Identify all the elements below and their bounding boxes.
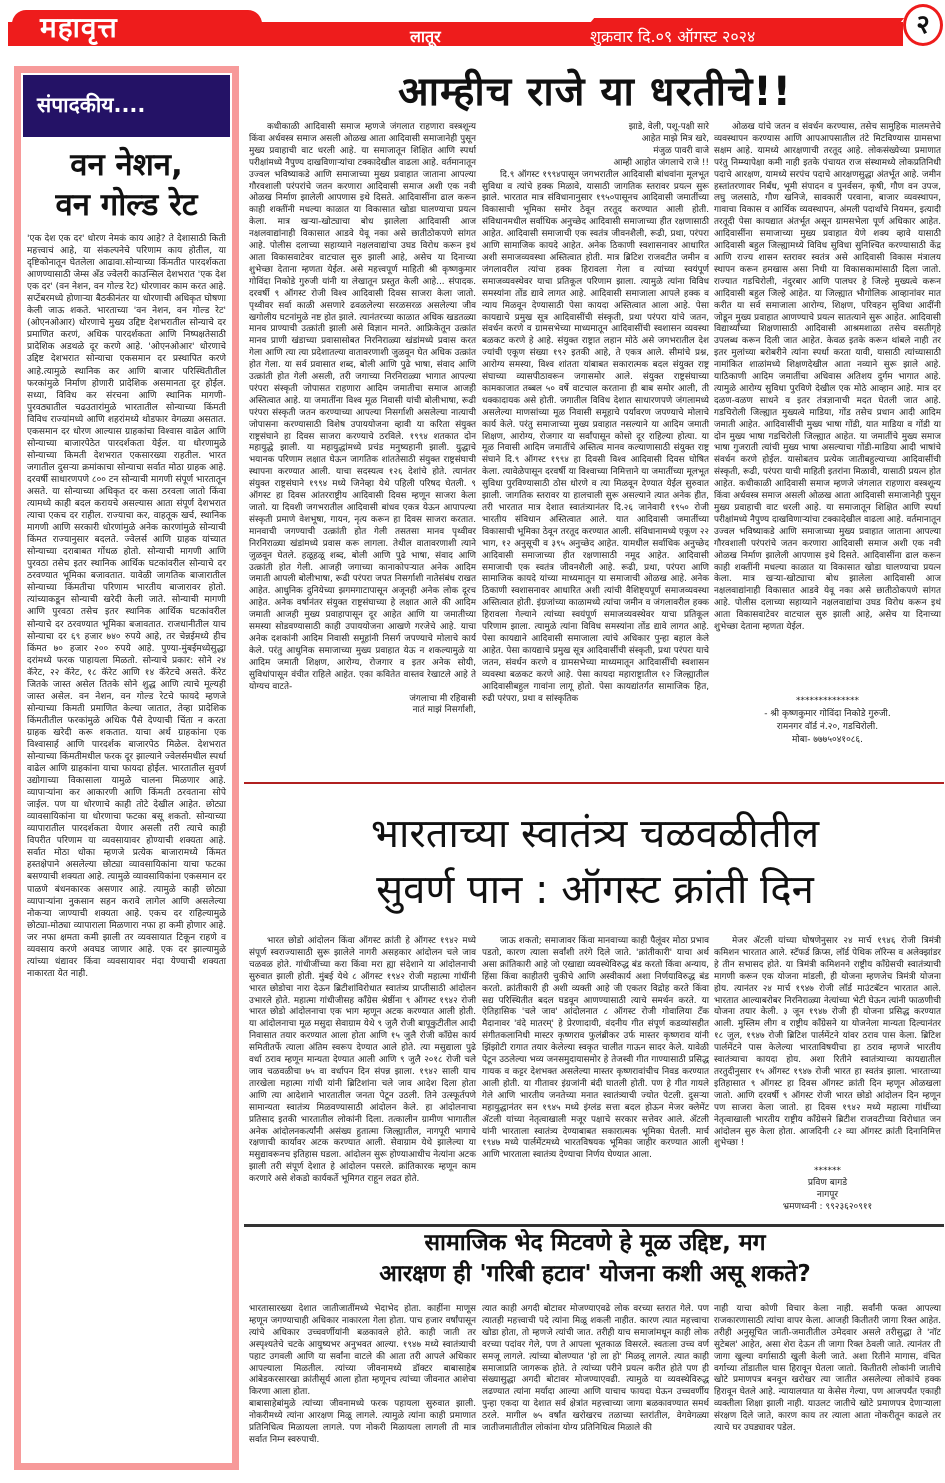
- article2-column3: [714, 936, 941, 1149]
- article3-column1: [249, 1304, 476, 1464]
- signature-city: नागपूर: [816, 1190, 839, 1200]
- signature-stars: **************: [796, 696, 859, 706]
- article3-headline: [245, 1228, 945, 1290]
- article2-column1: [249, 936, 476, 1224]
- article3-column3: [714, 1304, 941, 1464]
- newspaper-name: महावृत्त: [40, 11, 118, 44]
- article2-signature: [714, 1165, 941, 1213]
- masthead: [0, 0, 945, 48]
- article1-poem-line: मंजुळ पावरी वाजे: [653, 145, 709, 156]
- article3-headline-line2: आरक्षण ही 'गरिबी हटाव' योजना कशी असू शकते?: [379, 1261, 811, 1287]
- article1-column2: [482, 122, 709, 782]
- signature-phone: मोबा- ७७७५०४१०८६.: [792, 735, 863, 745]
- editorial-banner: संपादकीय....: [23, 75, 230, 137]
- issue-date: शुक्रवार दि.०९ ऑगस्ट २०२४: [590, 27, 756, 46]
- article1-col1-text: कधीकाळी आदिवासी समाज म्हणजे जंगलात राहणारा वस्त्रशून्य किंवा अर्धवस्त्र समाज असली ओळख आता आदिवासी समाजानेही पुसून मुख्य प्रवाहाची वाट धरली आहे. या समाजातून शिक्षित आणि स्पर्धा परीक्षांमध्ये नैपुण्य दाखविणाऱ्यांचा टक्कादेखील वाढला आहे. वर्तमानातून उज्वल भविष्याकडे आणि समाजाच्या मुख्य प्रवाहात जाताना आपल्या गौरवशाली परंपरांचे जतन करणारा आदिवासी समाज अशी एक नवी ओळख निर्माण झालेली आपणास इथे दिसते. आदिवासींना ढाल करून काही शक्तींनी मधल्या काळात या विकासात खोडा घालण्याचा प्रयत्न केला. मात्र खऱ्या-खोट्याचा बोध झालेला आदिवासी आज नक्षलवाद्यांनाही विकासात आडवे येवू नका असे छातीठोकपणे सांगत आहे. पोलीस दलाच्या सहाय्याने नक्षलवाद्यांचा उघड विरोध करून इथं आता विकासवाटेवर वाटचाल सुरु झाली आहे, असेच या दिनाच्या शुभेच्छा देताना म्हणता येईल. असे महत्त्वपूर्ण माहिती श्री कृष्णकुमार गोविंदा निकोडे गुरुजी यांनी या लेखातून प्रस्तुत केली आहे... संपादक. दरवर्षी ९ ऑगस्ट रोजी विश्व आदिवासी दिवस साजरा केला जातो. पृथ्वीवर सर्वा काळी असणारे ढवळलेल्या सरळसरळ असलेल्या जीव खगोलीय घटनांमुळे नष्ट होत झाले. त्यानंतरच्या काळात अधिक खडतळ्या मानव प्राण्याची उत्क्रांती झाली असे विज्ञान मानते. आफ्रिकेतून उत्क्रांत मानव प्राणी खंडाच्या प्रवासासोबत निरनिराळ्या खंडांमध्ये प्रवास करत गेला आणि त्या त्या प्रदेशातल्या वातावरणाशी जुळवून घेत अधिक उत्क्रांत होत गेला. या सर्व प्रवासात शब्द, बोली आणि पुढे भाषा, संवाद आणि उत्क्रांती होत गेली असली, तरी जगाच्या निरनिराळ्या भागात आपल्या परंपरा संस्कृती जोपासत राहणारा आदिम जमातीचा समाज आजही अस्तित्वात आहे. या जमातींना विश्व मूळ निवासी यांची बोलीभाषा, रूढी परंपरा संस्कृती जतन करण्याच्या आपल्या निसर्गाशी असलेल्या नात्याची जोपासना करण्यासाठी विशेष उपाययोजना व्हावी या करिता संयुक्त राष्ट्रसंघाने हा दिवस साजरा करण्याचे ठरविले. १९९४ शतकात दोन महायुद्धे झाली. या महायुद्धांमध्ये प्रचंड मनुष्यहानी झाली. युद्धाचे भयानक परिणाम लक्षात घेऊन जागतिक शांततेसाठी संयुक्त राष्ट्रसंघाची स्थापना करण्यात आली. याचा सदस्यत्व १२६ देशांचे होते. त्यानंतर संयुक्त राष्ट्रसंघाने १९९४ मध्ये जिनेव्हा येथे पहिली परिषद घेतली. ९ ऑगस्ट हा दिवस आंतरराष्ट्रीय आदिवासी दिवस म्हणून साजरा केला जातो. या दिवशी जगभरातील आदिवासी बांधव एकत्र येऊन आपापल्या संस्कृती प्रमाणे वेशभूषा, गायन, नृत्य करून हा दिवस साजरा करतात. मानवाची जगण्याची उत्क्रांती होत गेली तसतसा मानव पृथ्वीवर निरनिराळ्या खंडांमध्ये प्रवास करू लागला. तेथील वातावरणाशी त्याने जुळवून घेतले. हळूहळू शब्द, बोली आणि पुढे भाषा, संवाद आणि उत्क्रांती होत गेली. आजही जगाच्या कानाकोपऱ्यात अनेक आदिम जमाती आपली बोलीभाषा, रूढी परंपरा जपत निसर्गाशी नातेसंबंध राखत आहेत. आधुनिक दुनियेच्या झगमगाटापासून अजूनही अनेक लोक दूरच आहेत. अनेक वर्षानंतर संयुक्त राष्ट्रसंघाच्या हे लक्षात आले की आदिम जमाती आजही मुख्य प्रवाहापासून दूर आहेत आणि या जमातीच्या समस्या सोडवण्यासाठी काही उपाययोजना आखणे गरजेचे आहे. याचा अनेक दशकांनी आदिम निवासी समूहांनी निसर्ग जपण्याचे मोलाचे कार्य केले. परंतु आधुनिक समाजाच्या मुख्य प्रवाहात येऊ न शकल्यामुळे या आदिम जमाती शिक्षण, आरोग्य, रोजगार व इतर अनेक सोयी, सुविधांपासून वंचीत राहिले आहेत. एका कवितेत वास्तव रेखाटले आहे ते योग्यच वाटते-: [249, 122, 476, 692]
- section-divider: [244, 782, 944, 784]
- article1-signature: [714, 695, 941, 747]
- article3-col3-text: नाही याचा कोणी विचार केला नाही. सर्वांनी फक्त आपल्या राजकारणासाठी त्यांचा वापर केला. आजही कितीतरी जागा रिक्त आहेत. तरीही अनुसूचित जाती-जमातीतील उमेदवार असले तरीसुद्धा ते 'नॉट सुटेबल' आहेत, असा शेरा देऊन ती जागा रिक्त ठेवली जाते. त्यानंतर ती जागा खुल्या वर्गासाठी खुली केली जाते. अशा रितीने मागास, वंचित वर्गाच्या तोंडातील घास हिरावून घेतला जातो. कितीतरी लोकांनी जातीचे खोटे प्रमाणपत्र बनवून खरोखर त्या जातीत असलेल्या लोकांचे हक्क हिरावून घेतले आहे. न्यायालयात या केसेस गेल्या, पण आजपर्यंत एकाही व्यक्तीला शिक्षा झाली नाही. याउलट जातीचे खोटे प्रमाणपत्र देणाऱ्याला संरक्षण दिले जाते, कारण काय तर त्याला आता नोकरीतून काढले तर त्याचे घर उघड्यावर पडेल.: [714, 1304, 941, 1434]
- article3-column2: [482, 1304, 709, 1464]
- article2-col3-text: मेजर ॲटली यांच्या घोषणेनुसार २४ मार्च १९४६ रोजी त्रिमंत्री कमिशन भारतात आले. स्टॅफर्ड क्रिप्स, लॉर्ड पेथिक लॉरेन्स व अलेक्झांडर हे तीन सभासद होते. या त्रिमंत्री कमिशनने राष्ट्रीय काँग्रेसची स्वातंत्र्याची मागणी करून एक योजना मांडली, ही योजना म्हणजेच त्रिमंत्री योजना होय. त्यानंतर २४ मार्च १९४७ रोजी लॉर्ड माउंटबॅटन भारतात आले. भारतात आल्याबरोबर निरनिराळ्या नेत्यांच्या भेटी घेऊन त्यांनी फाळणीची योजना तयार केली. ३ जून १९४७ रोजी ही योजना प्रसिद्ध करण्यात आली. मुस्लिम लीग व राष्ट्रीय काँग्रेसने या योजनेला मान्यता दिल्यानंतर १८ जुल, १९४७ रोजी ब्रिटिश पार्लमेंटने यांवर ठराव पास केला. ब्रिटिश पार्लमेंटने पास केलेल्या भारताविषयीचा हा ठराव म्हणजे भारतीय स्वातंत्र्याचा कायदा होय. अशा रितीने स्वातंत्र्याच्या कायद्यातील तरतुदीनुसार १५ ऑगस्ट १९४७ रोजी भारत हा स्वतंत्र झाला. भारताच्या इतिहासात ९ ऑगस्ट हा दिवस ऑगस्ट क्रांती दिन म्हणून ओळखला जातो. आणि दरवर्षी ९ ऑगस्ट रोजी भारत छोडो आंदोलन दिन म्हणून पण साजरा केला जातो. हा दिवस १९४२ मध्ये महात्मा गांधींच्या नेतृत्वाखाली भारतीय राष्ट्रीय काँग्रेसने ब्रिटीश राजवटीच्या विरोधात जन आंदोलन सुरु केला होता. आजदिनी ८२ व्या ऑगस्ट क्रांती दिनानिमित्त शुभेच्छा !: [714, 936, 941, 1149]
- article1-headline: आम्हीच राजे या धरतीचे!!: [398, 69, 792, 115]
- article3-col2-text: त्यात काही अगदी बोटावर मोजण्याएवढे लोक वरच्या स्तरात गेले. पण त्यातही महत्त्वाची पदे त्यांना मिळू शकली नाहीत. कारण त्यात महत्त्वाचा खोडा होता, तो म्हणजे त्यांची जात. तरीही याच समाजांमधून काही लोक वरच्या पदांवर गेले, पण ते आपला भूतकाळ विसरले. स्वतःला उच्च वर्ण समजू लागले. त्यांच्या बोलण्यात 'हो ला हो' मिळवू लागले. त्यात काही समाजाप्रति जागरूक होते. ते त्यांच्या परीने प्रयत्न करीत होते पण ही संख्यासुद्धा अगदी बोटावर मोजण्याएवढी. त्यामुळे या व्यवस्थेविरुद्ध लढण्यात त्यांना मर्यादा आल्या आणि याचाच फायदा घेऊन उच्चवर्णीय पुन्हा एकदा या देशात सर्व क्षेत्रांत महत्त्वाच्या जागा बळकावण्यात समर्थ ठरले. मागील ७५ वर्षांत खरोखरच तळाच्या स्तरांतील, वेगवेगळ्या जातीजमातीतील लोकांना योग्य प्रतिनिधित्व मिळाले की: [482, 1304, 709, 1434]
- article3-headline-line1: सामाजिक भेद मिटवणे हे मूळ उद्दिष्ट, मग: [424, 1230, 766, 1256]
- article3-col1-text: भारतासारख्या देशात जातीजातींमध्ये भेदाभेद होता. काहींना माणूस म्हणून जगण्याचाही अधिकार नाकारला गेला होता. पाच हजार वर्षांपासून त्यांचे अधिकार उच्चवर्णीयांनी बळकावले होते. काही जाती तर अस्पृश्यतेचे चटके आयुष्यभर अनुभवत आल्या. १९४७ मध्ये स्वातंत्र्याची पहाट उगवली आणि या सर्वांना वाटले की आता तरी आपले अधिकार आपल्याला मिळतील. त्यांच्या जीवनामध्ये डॉक्टर बाबासाहेब आंबेडकरसारखा क्रांतीसूर्य आला होता म्हणूनच त्यांच्या जीवनात आशेचा किरणा आला होता.: [249, 1304, 476, 1398]
- article2-headline-line1: भारताच्या स्वातंत्र्य चळवळीतील: [370, 811, 820, 857]
- signature-author: - श्री कृष्णकुमार गोविंदा निकोडे गुरुजी.: [764, 709, 891, 719]
- signature-author: प्रविण बागडे: [807, 1178, 848, 1188]
- article3-col1b-text: बाबासाहेबांमुळे त्यांच्या जीवनामध्ये फरक पहायला सुरुवात झाली. नोकरीमध्ये त्यांना आरक्षण मिळू लागले. त्यामुळे त्यांना काही प्रमाणात प्रतिनिधित्व मिळायला लागले. पण नोकरी मिळायला लागली ती मात्र सर्वात निम्न स्वरुपाची.: [249, 1399, 476, 1445]
- article1-col2-text: दि.९ ऑगस्ट १९९४पासून जगभरातील आदिवासी बांधवांना मूलभूत सुविधा व त्यांचे हक्क मिळावे, यासाठी जागतिक स्तरावर प्रयत्न सुरू झाले. भारतात मात्र संविधानानुसार १९५०पासूनच आदिवासी जमातींच्या विकासाची भूमिका समोर ठेवून तरतूद करण्यात आली होती. संविधानमधील सर्वाधिक अनुच्छेद आदिवासी समाजाच्या हीत रक्षणासाठी आहेत. आदिवासी समाजाची एक स्वतंत्र जीवनशैली, रूढी, प्रथा, परंपरा आणि सामाजिक कायदे आहेत. अनेक ठिकाणी स्वशासनावर आधारित अशी समाजव्यवस्था अस्तित्वात होती. मात्र ब्रिटिश राजवटीत जमीन व जंगलावरील त्यांचा हक्क हिरावला गेला व त्यांच्या स्वयंपूर्ण समाजव्यवस्थेवर याचा प्रतिकूल परिणाम झाला. त्यामुळे त्यांना विविध समस्यांना तोंड द्यावे लागत आहे. आदिवासी समाजाला आपले हक्क व न्याय मिळवून देण्यासाठी पेसा कायदा अस्तित्वात आला आहे. पेसा कायद्याचे प्रमुख सूत्र आदिवासींची संस्कृती, प्रथा परंपरा यांचे जतन, संवर्धन करणे व ग्रामसभेच्या माध्यमातून आदिवासींची स्वशासन व्यवस्था बळकट करणे हे आहे. संयुक्त राष्ट्रात लहान मोठे असे जगभरातील देश ज्यांची एकूण संख्या १९२ इतकी आहे, ते एकत्र आले. सीमांचे प्रश्न, आरोग्य समस्या, विश्व शांतता यांबाबत सकारात्मक बदल संयुक्त राष्ट्र संघाच्या व्यासपीठावरून जगासमोर आले. संयुक्त राष्ट्रसंघाच्या कामकाजात तब्बल ५० वर्षे वाटचाल करताना ही बाब समोर आली, ती धक्कादायक असे होती. जगातील विविध देशात साधारणपणे जंगलामध्ये असलेल्या माणसांच्या मूळ निवासी समूहाचे पर्यावरण जपण्याचे मोलाचे कार्य केले. परंतु समाजाच्या मुख्य प्रवाहात नसल्याने या आदिम जमाती शिक्षण, आरोग्य, रोजगार या सर्वांपासून कोसो दूर राहिल्या होत्या. या मूळ निवासी आदिम जमातींचे अस्तित्व मानव कल्याणासाठी संयुक्त राष्ट्र संघाने दि.९ ऑगस्ट १९९४ हा दिवसी विश्व आदिवासी दिवस घोषित केला. त्यावेळेपासून दरवर्षी या विश्वाच्या निमित्ताने या जमातींच्या मूलभूत सुविधा पुरविण्यासाठी ठोस धोरणे व त्या मिळवून देण्यात येईल सुरुवात झाली. जागतिक स्तरावर या हालचाली सुरू असल्याने त्यात अनेक हीत, तरी भारतात मात्र देशात स्वातंत्र्यानंतर दि.२६ जानेवारी १९५० रोजी भारतीय संविधान अस्तित्वात आले. यात आदिवासी जमातींच्या विकासाची भूमिका ठेवून तरतूद करण्यात आली. संविधानामध्ये एकूण २२ भाग, १२ अनुसूची व ३९५ अनुच्छेद आहेत. यामधील सर्वाधिक अनुच्छेद आदिवासी समाजाच्या हीत रक्षणासाठी नमूद आहेत. आदिवासी समाजाची एक स्वतंत्र जीवनशैली आहे. रूढी, प्रथा, परंपरा आणि सामाजिक कायदे यांच्या माध्यमातून या समाजाची ओळख आहे. अनेक ठिकाणी स्वशासनावर आधारित अशी त्यांची वैशिष्ट्यपूर्ण समाजव्यवस्था अस्तित्वात होती. इंग्रजांच्या काळामध्ये त्यांचा जमीन व जंगलावरील हक्क हिरावला गेल्याने त्यांच्या स्वयंपूर्ण समाजव्यवस्थेवर याचा प्रतिकूल परिणाम झाला. त्यामुळे त्यांना विविध समस्यांना तोंड द्यावे लागत आहे. पेसा कायद्याने आदिवासी समाजाला त्यांचे अधिकार पुन्हा बहाल केले आहेत. पेसा कायद्याचे प्रमुख सूत्र आदिवासींची संस्कृती, प्रथा परंपरा याचे जतन, संवर्धन करणे व ग्रामसभेच्या माध्यमातून आदिवासींची स्वशासन व्यवस्था बळकट करणे आहे. पेसा कायदा महाराष्ट्रातील १२ जिल्ह्यातील आदिवासीबहुल गावांना लागू होतो. पेसा कायद्यांतर्गत सामाजिक हित, रुढी परंपरा, प्रथा व सांस्कृतिक: [482, 169, 709, 704]
- article2-col2-text: जाऊ शकतो; समाजावर किंवा मानवाच्या काही पैलूंवर मोठा प्रभाव पडतो, कारण त्याला सर्वांशी तरंगे दिले जाते. 'क्रांतीकारी' याचा अर्थ असा क्रांतिकारी आहे जो एखाद्या व्यवस्थेविरुद्ध बंड करतो किंवा अन्याय, हिंसा किंवा काहीतरी चुकीचे आणि अस्वीकार्य अशा निर्णयाविरुद्ध बंड करतो. क्रांतीकारी ही अशी व्यक्ती आहे जी एकतर विद्रोह करते किंवा सद्य परिस्थितीत बदल घडवून आणण्यासाठी त्याचे समर्थन करते. या ऐतिहासिक 'चले जाव' आंदोलनात ८ ऑगस्ट रोजी गोवालिया टँक मैदानावर 'वंदे मातरम्' हे प्रेरणादायी, वंदनीय गीत संपूर्ण कडव्यांसहीत संगीतकलानिधी मास्टर कृष्णराव फुलंब्रीकर उर्फ मास्तर कृष्णराव यांनी झिंझोटी रागात तयार केलेल्या स्वकृत चालीत गाऊन सादर केले. यावेळी पेटून उठलेल्या भव्य जनसमुदायासमोर हे तेजस्वी गीत गाण्यासाठी प्रसिद्ध गायक व कट्टर देशभक्त असलेल्या मास्तर कृष्णरावांचीच निवड करण्यात आली होती. या गीतावर इंग्रजांनी बंदी घातली होती. पण हे गीत गायले गेले आणि भारतीय जनतेच्या मनात स्वातंत्र्याची ज्योत पेटली. दुसऱ्या महायुद्धानंतर सन १९४५ मध्ये इंग्लंड सत्ता बदल होऊन मेजर क्लेमेंट ॲटली यांच्या नेतृत्वाखाली मजूर पक्षाचे सरकार सत्तेवर आले. ॲटली यांनी भारताला स्वातंत्र्य देण्याबाबत सकारात्मक भूमिका घेतली. मार्च १९४७ मध्ये पार्लमेंटमध्ये भारतविषयक भूमिका जाहीर करण्यात आली आणि भारताला स्वातंत्र्य देण्याचा निर्णय घेण्यात आला.: [482, 936, 709, 1161]
- article2-headline: [245, 806, 945, 918]
- section-divider: [244, 1224, 944, 1227]
- article1-col3-text: ओळख यांचे जतन व संवर्धन करण्यास, तसेच सामुहिक मालमत्तेचे व्यवस्थापन करण्यास आणि आपआपसातील तंटे मिटविण्यास ग्रामसभा सक्षम आहे. यामध्ये आरक्षणाची तरतूद आहे. लोकसंख्येच्या प्रमाणात परंतु निम्म्यापेक्षा कमी नाही इतके पंचायत राज संस्थामध्ये लोकप्रतिनिधी पदाचे आरक्षण, यामध्ये सरपंच पदाचे आरक्षणसुद्धा अंतर्भूत आहे. जमीन हस्तांतरणावर निर्बंध, भूमी संपादन व पुनर्वसन, कृषी, गौण वन उपज, लघु जलसाठे, गौण खनिजे, सावकारी परवाना, बाजार व्यवस्थापन, गावाचा विकास व आर्थिक व्यवस्थापन, अंमली पदार्थांचे नियमन, इत्यादी तरतूदी पेसा कायद्यात अंतर्भूत असून ग्रामसभेला पूर्ण अधिकार आहेत. आदिवासींना समाजाच्या मुख्य प्रवाहात येणे शक्य व्हावे यासाठी आदिवासी बहुल जिल्ह्यामध्ये विविध सुविधा सुनिश्चित करण्यासाठी केंद्र आणि राज्य शासन स्तरावर स्वतंत्र असे आदिवासी विकास मंत्रालय स्थापन करून हमखास असा निधी या विकासकामांसाठी दिला जातो. राज्यात गडचिरोली, नंदुरबार आणि पालघर हे जिल्हे मुख्यत्वे करून आदिवासी बहुल जिल्हे आहेत. या जिल्ह्यात भौगोलिक आव्हानांवर मात करीत या सर्व समाजाला आरोग्य, शिक्षण, परिवहन सुविधा आदींनी जोडून मुख्य प्रवाहात आणण्याचे प्रयत्न सातत्याने सुरू आहेत. आदिवासी विद्यार्थ्यांच्या शिक्षणासाठी आदिवासी आश्रमशाळा तसेच वसतीगृहे उपलब्ध करून दिली जात आहेत. केवळ इतके करून थांबले नाही तर इतर मुलांच्या बरोबरीने त्यांना स्पर्धा करता यावी, यासाठी त्यांच्यासाठी नामांकित शाळांमध्ये शिक्षणदेखील आता नव्याने सुरू झाले आहे. याठिकाणी आदिम जमातींचा अधिवास अतिशय दुर्गम भागात आहे. त्यामुळे आरोग्य सुविधा पुरविणे देखील एक मोठे आव्हान आहे. मात्र दर दळण-वळण साधने व इतर तंत्रज्ञानाची मदत घेतली जात आहे. गडचिरोली जिल्ह्यात मुख्यत्वे माडिया, गोंड तसेच प्रधान आदी आदिम जमाती आहेत. आदिवासींची मुख्य भाषा गोंडी, यात माडिया व गोंडी या दोन मुख्य भाषा गडचिरोली जिल्ह्यात आहेत. या जमातींचे मुख्य समाज भाषा गुजराती त्यांची मुख्य भाषा असल्याचा गोंडी-माडिया आदी भाषांचे संवर्धन करणे होईल. यासोबतच प्रत्येक जातीबहुल्याच्या आदिवासींची संस्कृती, रूढी, परंपरा याची माहिती इतरांना मिळावी, यासाठी प्रयत्न होत आहेत. कधीकाळी आदिवासी समाज म्हणजे जंगलात राहणारा वस्त्रशून्य किंवा अर्धवस्त्र समाज असली ओळख आता आदिवासी समाजानेही पुसून मुख्य प्रवाहाची वाट धरली आहे. या समाजातून शिक्षित आणि स्पर्धा परीक्षांमध्ये नैपुण्य दाखविणाऱ्यांचा टक्कादेखील वाढला आहे. वर्तमानातून उज्वल भविष्याकडे आणि समाजाच्या मुख्य प्रवाहात जाताना आपल्या गौरवशाली परंपरांचे जतन करणारा आदिवासी समाज अशी एक नवी ओळख निर्माण झालेली आपणास इथे दिसते. आदिवासींना ढाल करून काही शक्तींनी मधल्या काळात या विकासात खोडा घालण्याचा प्रयत्न केला. मात्र खऱ्या-खोट्याचा बोध झालेला आदिवासी आज नक्षलवाद्यांनाही विकासात आडवे येवू नका असे छातीठोकपणे सांगत आहे. पोलीस दलाच्या सहाय्याने नक्षलवाद्यांचा उघड विरोध करून इथं आता विकासवाटेवर वाटचाल सुरु झाली आहे, असेच या दिनाच्या शुभेच्छा देताना म्हणता येईल.: [714, 122, 941, 633]
- editorial-title-line2: वन गोल्ड रेट: [55, 187, 198, 223]
- article1-poem-line: आम्ही आहोत जंगलाचे राजे !!: [613, 157, 709, 168]
- article1-column1: [249, 122, 476, 782]
- article1-poem-line: आहेत माझे मित्र खरे,: [641, 133, 709, 144]
- article2-col1-text: भारत छोडो आंदोलन किंवा ऑगस्ट क्रांती हे ऑगस्ट १९४२ मध्ये संपूर्ण स्वराज्यासाठी सुरू झालेले नागरी असहकार आंदोलन चले जाव चळवळ होते. गांधीजींच्या करा किंवा मरा ह्या संदेशाने या आंदोलनाची सुरुवात झाली होती. मुंबई येथे ८ ऑगस्ट १९४२ रोजी महात्मा गांधींनी भारत छोडोचा नारा देऊन ब्रिटीशांविरोधात स्वातंत्र्य प्राप्तीसाठी आंदोलन उभारले होते. महात्मा गांधीजीसह काँग्रेस श्रेष्ठींना ९ ऑगस्ट १९४२ रोजी भारत छोडो आंदोलनाचा एक भाग म्हणून अटक करण्यात आली होती. या आंदोलनाचा मूळ मसुदा सेवाग्राम येथे ९ जुलै रोजी बापूकुटीतील आदी निवासात तयार करण्यात आला होता आणि १५ जुलै रोजी काँग्रेस कार्य समितीतर्फे त्याला अंतिम स्वरूप देण्यात आले होते. त्या मसुद्याला पुढे वर्धा ठराव म्हणून मान्यता देण्यात आली आणि ९ जुलै २०१८ रोजी चले जाव चळवळीचा ७५ वा वर्धापन दिन संपन्न झाला. १९४२ साली याच तारखेला महात्मा गांधी यांनी ब्रिटिशांना चले जाव आदेश दिला होता आणि त्या आदेशाने भारतातील जनता पेटून उठली. तिने उत्स्फूर्तपणे सामान्यता स्वातंत्र्य मिळवण्यासाठी आंदोलन केले. हा आंदोलनाचा प्रतिसाद इतकी भारतातील लोकांनी दिला. तत्कालीन ग्रामीण भागातील अनेक आंदोलनकर्त्यांनी असंख्य हुतात्मा जिल्ह्यातील, नागपूरी भागाचे रक्षणाची कार्यावर अटक करण्यात आली. सेवाग्राम येथे झालेल्या या मसुद्यावरूनच इतिहास घडला. आंदोलन सुरू होण्याआधीच नेत्यांना अटक झाली तरी संपूर्ण देशात हे आंदोलन पसरले. क्रांतिकारक म्हणून काम करणारे असे शेकडो कार्यकर्ते भूमिगत राहून लढत होते.: [249, 936, 476, 1185]
- signature-stars: ******: [814, 1166, 841, 1176]
- article2-column2: [482, 936, 709, 1224]
- article2-headline-line2: सुवर्ण पान : ऑगस्ट क्रांती दिन: [376, 867, 814, 913]
- signature-phone: भ्रमणध्वनी : ९९२३६२०९११: [782, 1202, 873, 1212]
- article1-poem-line: नातं माझं निसर्गाशी,: [412, 705, 476, 716]
- editorial-box: [14, 66, 239, 1470]
- page-number-badge: २: [903, 4, 943, 46]
- article1-column3: [714, 122, 941, 642]
- article1-poem-line: जंगलाचा मी रहिवासी: [409, 693, 476, 704]
- signature-address: रामनगर वॉर्ड नं.२०, गडचिरोली.: [776, 722, 879, 732]
- edition-city: लातूर: [410, 27, 441, 46]
- editorial-title: [21, 145, 232, 225]
- editorial-body: 'एक देश एक दर' धोरण नेमकं काय आहे? ते देशासाठी किती महत्त्वाचं आहे, या संकल्पनेचे परिणाम काय होतील, या दृष्टिकोनातून घेतलेला आढावा.सोन्याच्या किंमतीत पारदर्शकता आणण्यासाठी जेम्स अँड ज्वेलरी काउन्सिल देशभरात 'एक देश एक दर' (वन नेशन, वन गोल्ड रेट) धोरणावर काम करत आहे. सप्टेंबरमध्ये होणाऱ्या बैठकीनंतर या धोरणाची अधिकृत घोषणा केली जाऊ शकते. भारताच्या 'वन नेशन, वन गोल्ड रेट' (ओएनओआर) धोरणाचे मुख्य उद्दिष्ट देशभरातील सोन्याचे दर प्रमाणित करणं, अधिक पारदर्शकता आणि निष्पक्षतेसाठी प्रादेशिक अडथळे दूर करणे आहे. 'ओएनओआर' धोरणाचे उद्दिष्ट देशभरात सोन्याचा एकसमान दर प्रस्थापित करणे आहे.त्यामुळे स्थानिक कर आणि बाजार परिस्थितीतील फरकांमुळे निर्माण होणारी प्रादेशिक असमानता दूर होईल. सध्या, विविध कर संरचना आणि स्थानिक मागणी-पुरवठ्यातील चढउतारांमुळे भारतातील सोन्याच्या किंमती विविध राज्यांमध्ये आणि शहरांमध्ये थोडफार वेगळ्या असतात. एकसमान दर धोरण आल्यास ग्राहकांचा विश्वास वाढेल आणि सोन्याच्या बाजारपेठेत पारदर्शकता येईल. या धोरणामुळे सोन्याच्या किमती देशभरात एकसारख्या राहतील. भारत जगातील दुसऱ्या क्रमांकाचा सोन्याचा सर्वात मोठा ग्राहक आहे. दरवर्षी साधारणपणे ८०० टन सोन्याची मागणी संपूर्ण भारतातून असते. या सोन्याच्या अधिकृत दर कसा ठरवला जातो किंवा त्यामध्ये काही बदल करायचे असल्यास आता संपूर्ण देशभरात त्याचा एकच दर राहील. राज्याचा कर, वाहतूक खर्च, स्थानिक मागणी आणि सरकारी धोरणांमुळे अनेक कारणांमुळे सोन्याची किंमत राज्यानुसार बदलते. ज्वेलर्स आणि ग्राहक यांच्यात सोन्याच्या दराबाबत गोंधळ होतो. सोन्याची मागणी आणि पुरवठा तसेच इतर स्थानिक आर्थिक घटकांवरील सोन्याचे दर ठरवण्यात भूमिका बजावतात. यावेळी जागतिक बाजारातील सोन्याच्या किंमतीचा परिणाम भारतीय बाजारावर होतो. त्यांच्याकडून सोन्याची खरेदी केली जाते. सोन्याची मागणी आणि पुरवठा तसेच इतर स्थानिक आर्थिक घटकांवरील सोन्याचे दर ठरवण्यात भूमिका बजावतात. राजधानीतील याच सोन्याचा दर ६९ हजार ७४० रुपये आहे, तर चेन्नईमध्ये हीच किंमत ७० हजार २०० रुपये आहे. पुण्या-मुंबईमध्येसुद्धा दरांमध्ये फरक पाहायला मिळतो. सोन्याचे प्रकार: सोने २४ कॅरेट, २२ कॅरेट, १८ कॅरेट आणि १४ कॅरेटचे असते. कॅरेट जितके जास्त असेल तितके सोने शुद्ध आणि त्याचे मूल्यही जास्त असेल. वन नेशन, वन गोल्ड रेटचे फायदे म्हणजे सोन्याच्या किमती प्रमाणित केल्या जातात, तेव्हा प्रादेशिक किंमतीतील फरकांमुळे अधिक पैसे देण्याची चिंता न करता ग्राहक खरेदी करू शकतात. याचा अर्थ ग्राहकांना एक विश्वासार्ह आणि पारदर्शक बाजारपेठ मिळेल. देशभरात सोन्याच्या किंमतीमधील फरक दूर झाल्याने ज्वेलर्समधील स्पर्धा वाढेल आणि ग्राहकांना याचा फायदा होईल. भारतातील सुवर्ण उद्योगाच्या विकासाला यामुळे चालना मिळणार आहे. व्यापाऱ्यांना कर आकारणी आणि किंमती ठरवताना सोपे जाईल. पण या धोरणाचे काही तोटे देखील आहेत. छोट्या व्यावसायिकांना या धोरणाचा फटका बसू शकतो. सोन्याच्या व्यापारातील पारदर्शकता येणार असली तरी त्याचे काही विपरीत परिणाम या व्यवसायावर होण्याची शक्यता आहे. सर्वात मोठा धोका म्हणजे प्रत्येक बाजारामध्ये किंमत हस्तक्षेपाने असलेल्या छोट्या व्यावसायिकांना याचा फटका बसण्याची शक्यता आहे. त्यामुळे व्यावसायिकांना एकसमान दर पाळणे बंधनकारक असणार आहे. त्यामुळे काही छोट्या व्यापाऱ्यांना नुकसान सहन करावे लागेल आणि असलेल्या नोकऱ्या जाण्याची शक्यता आहे. एकच दर राहिल्यामुळे छोट्या-मोठ्या व्यापाराला मिळणारा नफा हा कमी होणार आहे. जर नफा क्षमता कमी झाली तर व्यवसायात टिकून राहणे व व्यवसाय करणे अवघड जाणार आहे. एक दर झाल्यामुळे त्यांच्या धंद्यावर किंवा व्यवसायावर मंदा येण्याची शक्यता नाकारता येत नाही.: [27, 234, 226, 979]
- article1-poem-line: झाडे, वेली, पशू-पक्षी सारे: [628, 122, 709, 132]
- editorial-title-line1: वन नेशन,: [70, 147, 183, 183]
